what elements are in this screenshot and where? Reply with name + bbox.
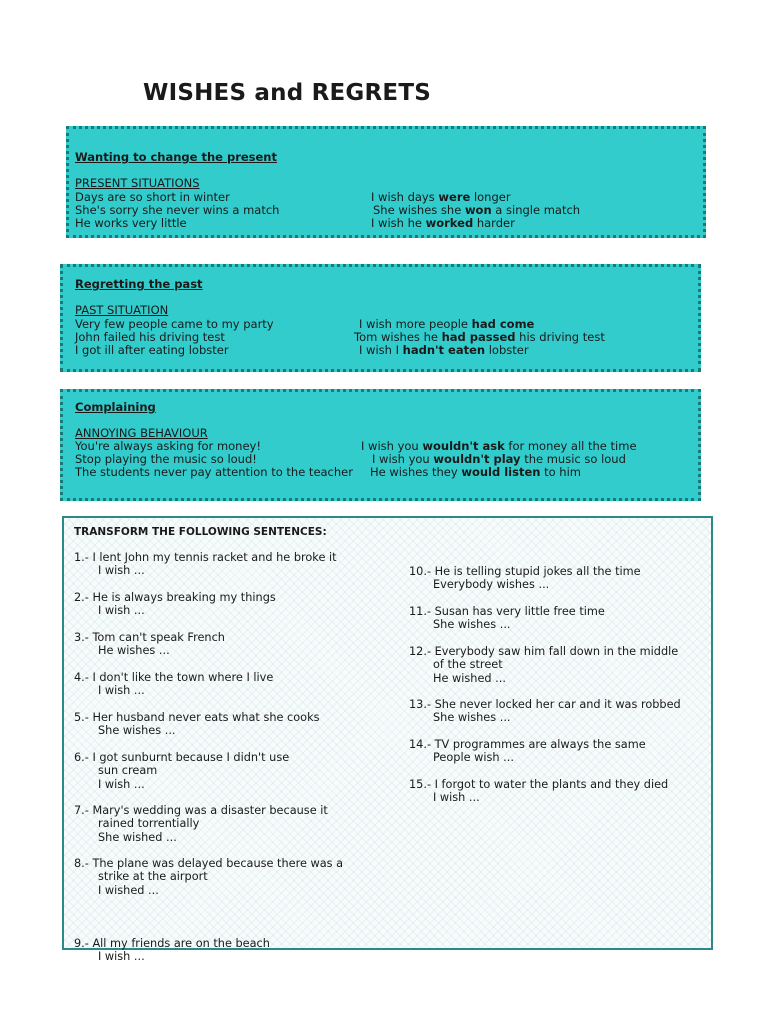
wish-sentence: Tom wishes he had passed his driving test [354,330,605,344]
wish-sentence: I wish days were longer [371,190,511,204]
wish-sentence: I wish he worked harder [371,216,515,230]
exercise-item [409,698,681,725]
exercise-sentence-continued: sun cream [98,764,158,778]
exercise-sentence-continued: of the street [433,658,503,672]
situation-text: The students never pay attention to the teacher [75,465,353,479]
answer-prompt: I wish ... [98,777,145,791]
exercise-sentence-continued: strike at the airport [98,870,208,884]
exercise-sentence: 14.- TV programmes are always the same [409,738,646,751]
exercise-sentence: 15.- I forgot to water the plants and they died [409,778,669,791]
exercise-item [74,751,289,791]
situation-text: Very few people came to my party [75,317,274,331]
exercise-item [74,591,276,618]
situation-text: He works very little [75,216,187,230]
exercise-item [74,857,343,897]
exercise-item [74,631,225,658]
situation-text: I got ill after eating lobster [75,343,229,357]
exercise-box [62,516,713,964]
wish-sentence: I wish you wouldn't play the music so loud [372,452,626,466]
page-title: WISHES and REGRETS [143,80,431,106]
answer-prompt: I wish ... [98,564,145,578]
answer-prompt: He wishes ... [98,644,170,658]
exercise-sentence: 3.- Tom can't speak French [74,631,225,644]
answer-prompt: She wishes ... [433,711,511,725]
exercise-sentence: 13.- She never locked her car and it was robbed [409,698,681,711]
exercise-item [409,645,678,685]
answer-prompt: He wished ... [433,671,506,685]
exercise-sentence: 5.- Her husband never eats what she cooks [74,711,320,724]
situation-text: John failed his driving test [75,330,225,344]
exercise-sentence: 10.- He is telling stupid jokes all the time [409,565,641,578]
exercise-sentence: 12.- Everybody saw him fall down in the middle [409,645,679,658]
exercise-item [74,711,320,738]
box-heading: Complaining [75,400,156,414]
exercise-sentence: 7.- Mary's wedding was a disaster because it [74,804,328,817]
box-subheading: PAST SITUATION [75,303,169,317]
exercise-sentence: 9.- All my friends are on the beach [74,937,270,950]
exercise-sentence: 4.- I don't like the town where I live [74,671,274,684]
exercise-item [409,605,605,632]
answer-prompt: I wish ... [98,604,145,618]
exercise-item [409,565,641,592]
wish-sentence: She wishes she won a single match [373,203,581,217]
exercise-item [409,778,668,805]
exercise-sentence: 2.- He is always breaking my things [74,591,276,604]
past-regrets-box [60,264,701,372]
exercise-item [74,804,328,844]
box-heading: Wanting to change the present [75,150,277,164]
situation-text: Days are so short in winter [75,190,230,204]
exercise-sentence: 8.- The plane was delayed because there was a [74,857,344,870]
complaining-box [60,389,701,501]
situation-text: Stop playing the music so loud! [75,452,257,466]
box-subheading: ANNOYING BEHAVIOUR [75,426,208,440]
exercise-item [74,551,337,578]
answer-prompt: I wish ... [98,684,145,698]
exercise-sentence: 1.- I lent John my tennis racket and he broke it [74,551,337,564]
answer-prompt: People wish ... [433,751,514,765]
exercise-sentence: 6.- I got sunburnt because I didn't use [74,751,290,764]
wish-sentence: I wish more people had come [359,317,535,331]
exercise-sentence-continued: rained torrentially [98,817,200,831]
box-subheading: PRESENT SITUATIONS [75,176,200,190]
wish-sentence: He wishes they would listen to him [370,465,581,479]
wish-sentence: I wish I hadn't eaten lobster [359,343,529,357]
exercise-item [409,738,646,765]
exercise-heading: TRANSFORM THE FOLLOWING SENTENCES: [74,526,327,538]
answer-prompt: Everybody wishes ... [433,578,550,592]
answer-prompt: I wish ... [433,791,480,805]
exercise-item [74,937,270,964]
wish-sentence: I wish you wouldn't ask for money all the time [361,439,637,453]
answer-prompt: I wished ... [98,883,159,897]
answer-prompt: She wished ... [98,830,177,844]
exercise-sentence: 11.- Susan has very little free time [409,605,605,618]
situation-text: She's sorry she never wins a match [75,203,280,217]
answer-prompt: She wishes ... [433,618,511,632]
answer-prompt: I wish ... [98,950,145,964]
exercise-item [74,671,273,698]
situation-text: You're always asking for money! [75,439,261,453]
present-wishes-box [66,126,706,238]
box-heading: Regretting the past [75,277,203,291]
answer-prompt: She wishes ... [98,724,176,738]
